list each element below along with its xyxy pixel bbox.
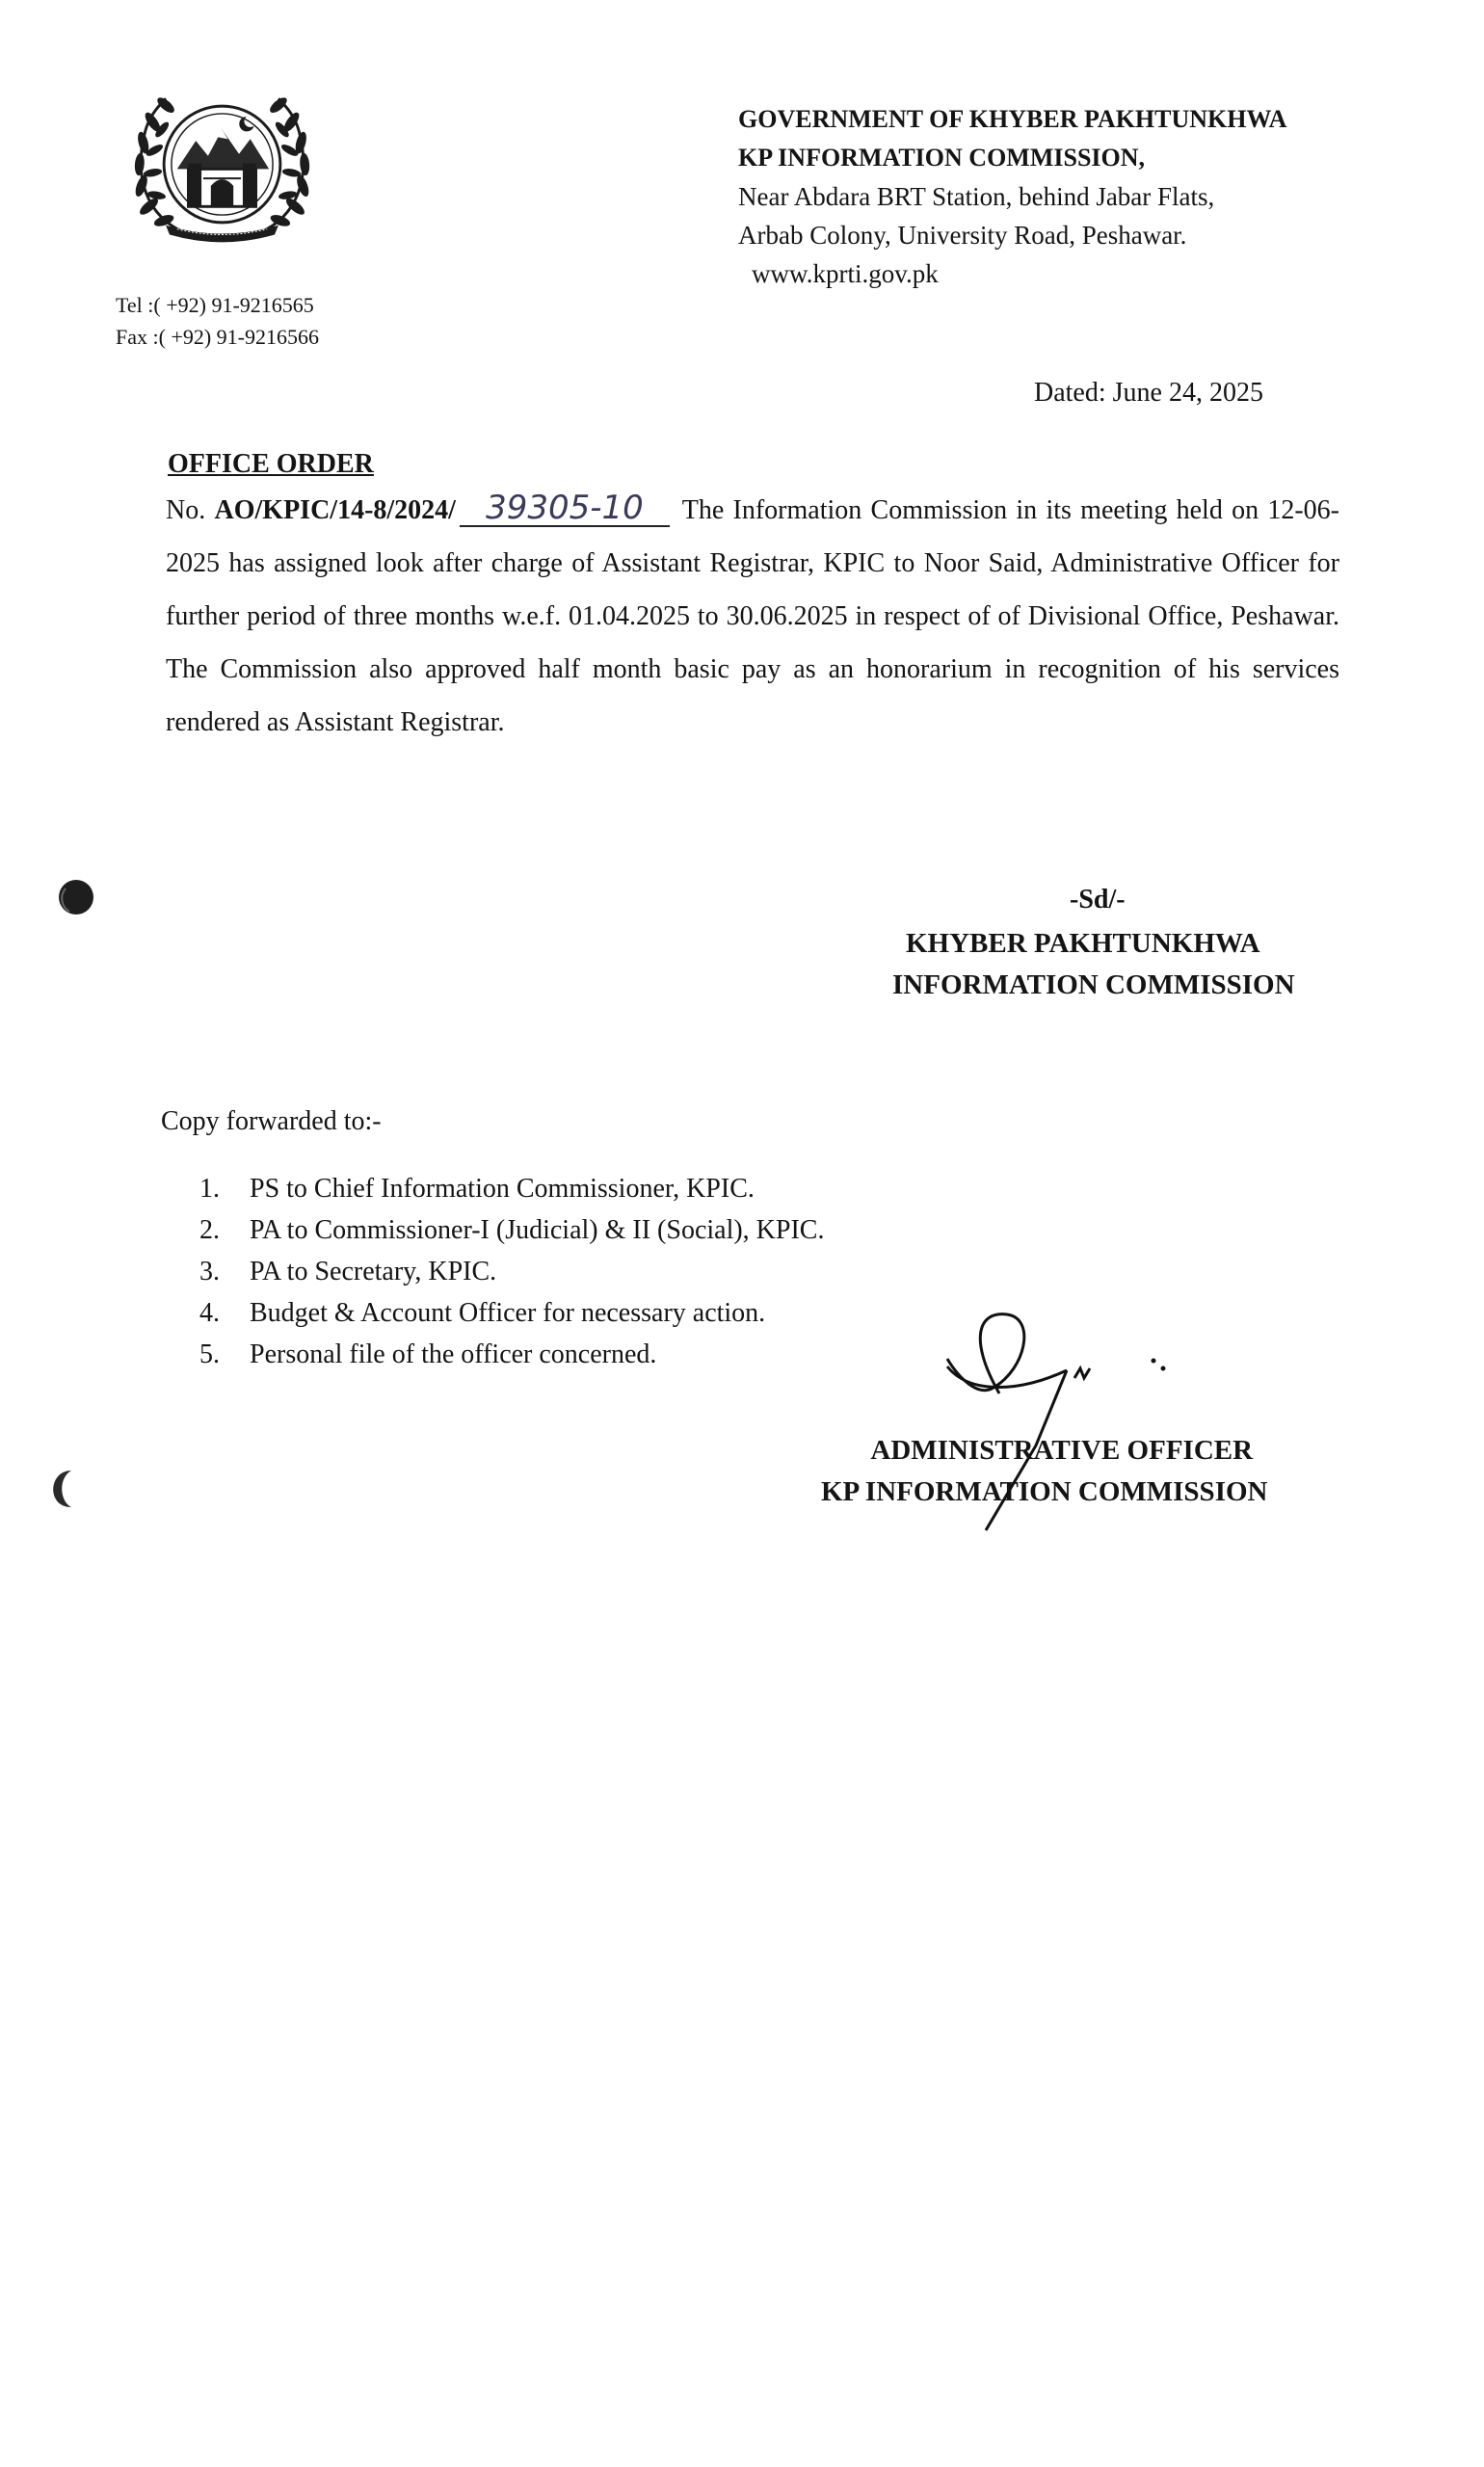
signatory-org bbox=[892, 923, 1295, 1006]
order-no-lead: No. bbox=[166, 495, 206, 525]
order-text: The Information Commission in its meeting held on 12-06-2025 has assigned look after charge of Assistant Registrar, KPIC to Noor Said, Administrative Officer for further period of three months w.e.f. 01.04.2025 to 30.06.2025 in respect of of Divisional Office, Peshawar. The Commission also approved half month basic pay as an honorarium in recognition of his services rendered as Assistant Registrar. bbox=[166, 495, 1340, 737]
address-line-1: Near Abdara BRT Station, behind Jabar Flats, bbox=[738, 182, 1215, 211]
order-heading: OFFICE ORDER bbox=[168, 449, 374, 479]
kpic-emblem-icon bbox=[128, 75, 316, 253]
list-item: 3. PA to Secretary, KPIC. bbox=[199, 1257, 497, 1287]
signature-icon bbox=[940, 1301, 1190, 1532]
letterhead bbox=[738, 100, 1286, 293]
signatory-line-1: KHYBER PAKHTUNKHWA bbox=[906, 928, 1260, 959]
website: www.kprti.gov.pk bbox=[752, 259, 939, 288]
order-body bbox=[166, 484, 1339, 749]
org-line-1: GOVERNMENT OF KHYBER PAKHTUNKHWA bbox=[738, 105, 1287, 133]
list-item: 2. PA to Commissioner-I (Judicial) & II (Social), KPIC. bbox=[199, 1215, 825, 1245]
tel-number: Tel :( +92) 91-9216565 bbox=[116, 293, 314, 317]
org-line-2: KP INFORMATION COMMISSION, bbox=[738, 144, 1146, 172]
list-item: 5. Personal file of the officer concerned. bbox=[199, 1340, 657, 1369]
punch-hole-icon bbox=[56, 877, 96, 917]
admin-line-1: ADMINISTRATIVE OFFICER bbox=[870, 1435, 1254, 1466]
signatory-line-2: INFORMATION COMMISSION bbox=[892, 969, 1295, 1000]
address-line-2: Arbab Colony, University Road, Peshawar. bbox=[738, 221, 1187, 250]
list-item: 4. Budget & Account Officer for necessary action. bbox=[199, 1298, 766, 1328]
copy-heading: Copy forwarded to:- bbox=[161, 1106, 382, 1136]
list-item: 1. PS to Chief Information Commissioner, KPIC. bbox=[199, 1174, 755, 1204]
date-line: Dated: June 24, 2025 bbox=[1034, 378, 1263, 408]
punch-hole-icon bbox=[42, 1465, 81, 1513]
admin-line-2: KP INFORMATION COMMISSION bbox=[821, 1476, 1268, 1507]
fax-number: Fax :( +92) 91-9216566 bbox=[116, 325, 319, 349]
order-reference: AO/KPIC/14-8/2024/ bbox=[214, 495, 456, 525]
contact-block bbox=[116, 289, 319, 353]
copy-list bbox=[199, 1168, 824, 1375]
sd-mark: -Sd/- bbox=[1070, 885, 1126, 915]
handwritten-dispatch-number: 39305-10 bbox=[460, 491, 670, 527]
